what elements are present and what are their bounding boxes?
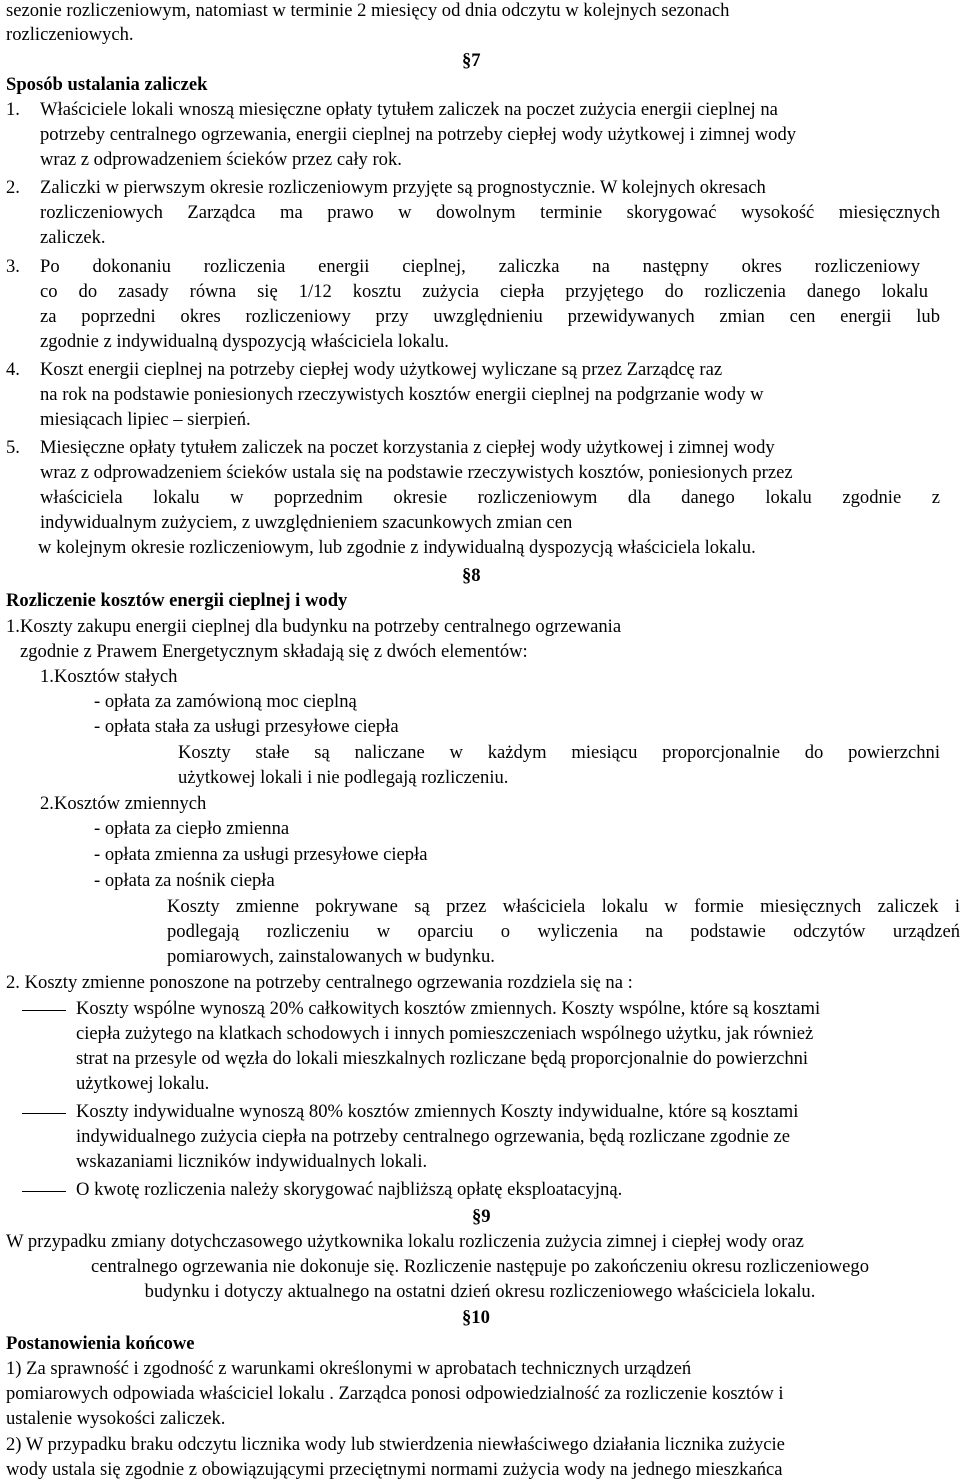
s10-p1-line-1: 1) Za sprawność i zgodność z warunkami określonymi w aprobatach technicznych urządzeń — [6, 1358, 692, 1379]
fixed-costs-note-2: użytkowej lokali i nie podlegają rozliczeniu. — [178, 767, 509, 788]
s7-p4-line-3: miesiącach lipiec – sierpień. — [40, 409, 251, 430]
s8-p2-line: 2. Koszty zmienne ponoszone na potrzeby centralnego ogrzewania rozdziela się na : — [6, 972, 633, 993]
section-10-title: Postanowienia końcowe — [6, 1333, 195, 1354]
s9-line-2: centralnego ogrzewania nie dokonuje się. Rozliczenie następuje po zakończeniu okresu rozliczeniowego — [90, 1256, 870, 1277]
s7-p4-line-2: na rok na podstawie poniesionych rzeczywistych kosztów energii cieplnej na podgrzanie wody w — [40, 384, 764, 405]
s7-p1-line-1: Właściciele lokali wnoszą miesięczne opłaty tytułem zaliczek na poczet zużycia energii cieplnej na — [40, 99, 778, 120]
bullet-dash — [22, 1191, 66, 1192]
intro-line-2: rozliczeniowych. — [6, 24, 134, 45]
s8-bullet-1-line-4: użytkowej lokalu. — [76, 1073, 210, 1094]
section-7-title: Sposób ustalania zaliczek — [6, 74, 208, 95]
variable-costs-title: 2.Kosztów zmiennych — [40, 793, 207, 814]
s10-p1-line-2: pomiarowych odpowiada właściciel lokalu . Zarządca ponosi odpowiedzialność za rozliczenie kosztów i — [6, 1383, 784, 1404]
fixed-costs-item-2: - opłata stała za usługi przesyłowe ciepła — [94, 716, 399, 737]
bullet-dash — [22, 1010, 66, 1011]
s8-bullet-2-line-1: Koszty indywidualne wynoszą 80% kosztów zmiennych Koszty indywidualne, które są kosztami — [76, 1101, 799, 1122]
s7-p3-line-2: co do zasady równa się 1/12 kosztu zużycia ciepła przyjętego do rozliczenia danego lokalu — [40, 281, 928, 302]
section-8-heading: §8 — [462, 565, 481, 586]
bullet-dash — [22, 1113, 66, 1114]
variable-costs-item-2: - opłata zmienna za usługi przesyłowe ciepła — [94, 844, 428, 865]
s7-p2-line-3: zaliczek. — [40, 227, 106, 248]
s9-line-1: W przypadku zmiany dotychczasowego użytkownika lokalu rozliczenia zużycia zimnej i ciepłej wody oraz — [6, 1231, 804, 1252]
section-8-title: Rozliczenie kosztów energii cieplnej i wody — [6, 590, 348, 611]
section-10-heading: §10 — [462, 1307, 490, 1328]
s7-p1-line-3: wraz z odprowadzeniem ścieków przez cały rok. — [40, 149, 402, 170]
s7-p5-line-3: właściciela lokalu w poprzednim okresie rozliczeniowym dla danego lokalu zgodnie z — [40, 487, 940, 508]
variable-costs-item-3: - opłata za nośnik ciepła — [94, 870, 275, 891]
s8-bullet-1-line-3: strat na przesyle od węzła do lokali mieszkalnych rozliczane będą proporcjonalnie do powierzchni — [76, 1048, 809, 1069]
variable-costs-note-1: Koszty zmienne pokrywane są przez właściciela lokalu w formie miesięcznych zaliczek i — [167, 896, 960, 917]
section-9-heading: §9 — [472, 1206, 491, 1227]
s8-bullet-1-line-1: Koszty wspólne wynoszą 20% całkowitych kosztów zmiennych. Koszty wspólne, które są kosztami — [76, 998, 821, 1019]
s7-p4-line-1: Koszt energii cieplnej na potrzeby ciepłej wody użytkowej wyliczane są przez Zarządcę raz — [40, 359, 723, 380]
fixed-costs-title: 1.Kosztów stałych — [40, 666, 178, 687]
s8-bullet-1-line-2: ciepła zużytego na klatkach schodowych i innych pomieszczeniach wspólnego użytku, jak również — [76, 1023, 814, 1044]
s7-p1-number: 1. — [6, 99, 20, 120]
s8-bullet-2-line-3: wskazaniami liczników indywidualnych lokali. — [76, 1151, 428, 1172]
s7-p4-number: 4. — [6, 359, 20, 380]
s7-p2-number: 2. — [6, 177, 20, 198]
fixed-costs-item-1: - opłata za zamówioną moc cieplną — [94, 691, 357, 712]
s7-p3-line-1: Po dokonaniu rozliczenia energii cieplnej, zaliczka na następny okres rozliczeniowy — [40, 256, 920, 277]
variable-costs-note-3: pomiarowych, zainstalowanych w budynku. — [167, 946, 495, 967]
s7-p5-number: 5. — [6, 437, 20, 458]
s7-p5-line-1: Miesięczne opłaty tytułem zaliczek na poczet korzystania z ciepłej wody użytkowej i zimnej wody — [40, 437, 775, 458]
s7-p3-line-3: za poprzedni okres rozliczeniowy przy uwzględnieniu przewidywanych zmian cen energii lub — [40, 306, 940, 327]
variable-costs-item-1: - opłata za ciepło zmienna — [94, 818, 290, 839]
section-7-heading: §7 — [462, 50, 481, 71]
variable-costs-note-2: podlegają rozliczeniu w oparciu o wyliczenia na podstawie odczytów urządzeń — [167, 921, 960, 942]
intro-line-1: sezonie rozliczeniowym, natomiast w terminie 2 miesięcy od dnia odczytu w kolejnych sezonach — [6, 0, 730, 21]
s7-p3-number: 3. — [6, 256, 20, 277]
s8-bullet-3-line: O kwotę rozliczenia należy skorygować najbliższą opłatę eksploatacyjną. — [76, 1179, 623, 1200]
s8-p1-line-2: zgodnie z Prawem Energetycznym składają się z dwóch elementów: — [20, 641, 528, 662]
s9-line-3: budynku i dotyczy aktualnego na ostatni dzień okresu rozliczeniowego właściciela lokalu. — [144, 1281, 816, 1302]
s8-bullet-2-line-2: indywidualnego zużycia ciepła na potrzeby centralnego ogrzewania, będą rozliczane zgodnie ze — [76, 1126, 790, 1147]
s7-p3-line-4: zgodnie z indywidualną dyspozycją właściciela lokalu. — [40, 331, 449, 352]
s7-p1-line-2: potrzeby centralnego ogrzewania, energii cieplnej na potrzeby ciepłej wody użytkowej i zimnej wody — [40, 124, 797, 145]
s7-p5-line-2: wraz z odprowadzeniem ścieków ustala się na podstawie rzeczywistych kosztów, poniesionych przez — [40, 462, 793, 483]
s8-p1-line-1: 1.Koszty zakupu energii cieplnej dla budynku na potrzeby centralnego ogrzewania — [6, 616, 622, 637]
s7-p5-line-4: indywidualnym zużyciem, z uwzględnieniem szacunkowych zmian cen — [40, 512, 573, 533]
s7-p2-line-2: rozliczeniowych Zarządca ma prawo w dowolnym terminie skorygować wysokość miesięcznych — [40, 202, 940, 223]
s7-p2-line-1: Zaliczki w pierwszym okresie rozliczeniowym przyjęte są prognostycznie. W kolejnych okresach — [40, 177, 766, 198]
fixed-costs-note-1: Koszty stałe są naliczane w każdym miesiącu proporcjonalnie do powierzchni — [178, 742, 940, 763]
s10-p2-line-1: 2) W przypadku braku odczytu licznika wody lub stwierdzenia niewłaściwego działania licznika zużycie — [6, 1434, 785, 1455]
s10-p1-line-3: ustalenie wysokości zaliczek. — [6, 1408, 226, 1429]
s10-p2-line-2: wody ustala się zgodnie z obowiązującymi przeciętnymi normami zużycia wody na jednego mieszkańca — [6, 1459, 783, 1480]
s7-p5-line-5: w kolejnym okresie rozliczeniowym, lub zgodnie z indywidualną dyspozycją właściciela lokalu. — [38, 537, 756, 558]
